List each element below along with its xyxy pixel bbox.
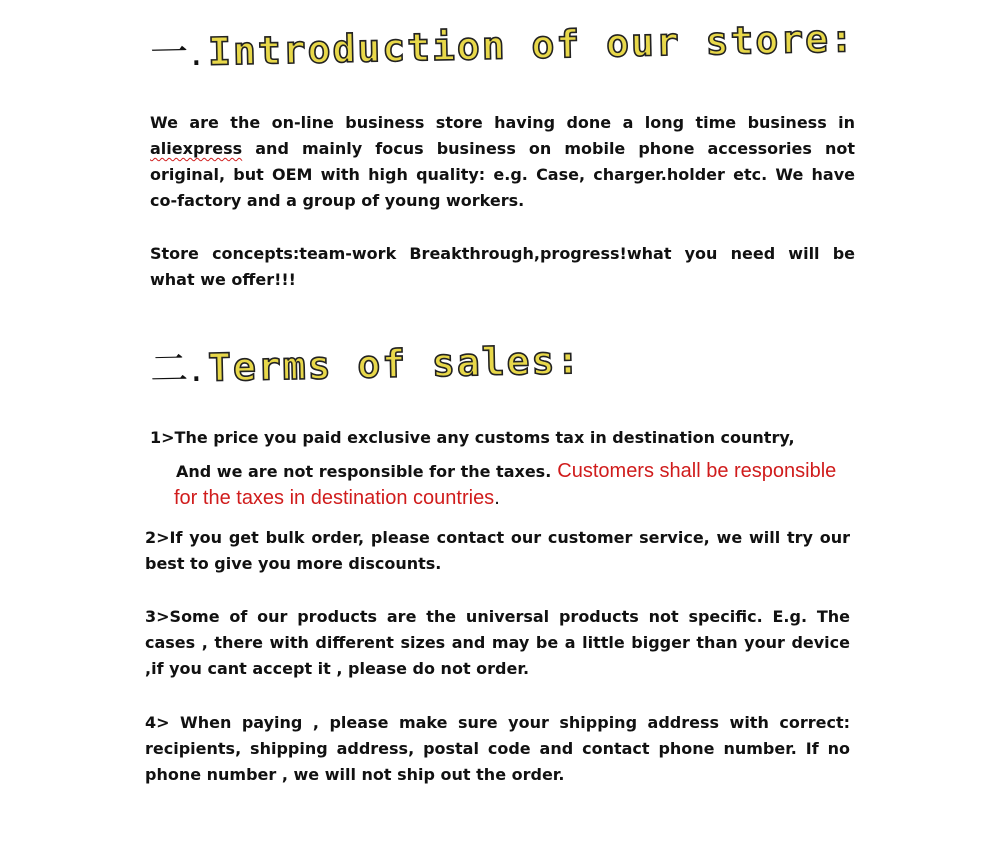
term-1-line-3 (174, 485, 854, 511)
heading-numeral-two: 二. (149, 345, 205, 391)
intro-paragraph-2: Store concepts:team-work Breakthrough,progress!what you need will be what we offer!!! (150, 244, 855, 289)
term-1-red-note-b: for the taxes in destination countries (174, 487, 495, 509)
heading-introduction (149, 7, 855, 77)
term-1-line-1: 1>The price you paid exclusive any customs tax in destination country, (150, 428, 795, 447)
heading-terms-of-sales (149, 329, 581, 393)
term-2: 2>If you get bulk order, please contact our customer service, we will try our best to give you more discounts. (145, 528, 850, 573)
spellcheck-word: aliexpress (150, 139, 243, 158)
term-1-not-responsible: And we are not responsible for the taxes. (176, 462, 552, 481)
heading-terms-text: Terms of sales: (207, 337, 582, 390)
heading-introduction-text: Introduction of our store: (207, 16, 856, 74)
intro-p1-before: We are the on-line business store having done a long time business in (150, 113, 855, 132)
heading-numeral-one: 一. (149, 29, 205, 75)
term-1-line-2 (176, 458, 856, 485)
intro-p1-after: and mainly focus business on mobile phone accessories not original, but OEM with high quality: e.g. Case, charger.holder etc. We have co-factory and a group of young workers. (150, 139, 855, 210)
term-3: 3>Some of our products are the universal products not specific. E.g. The cases , there with different sizes and may be a little bigger than your device ,if you cant accept it , please do not order. (145, 607, 850, 678)
term-4: 4> When paying , please make sure your shipping address with correct: recipients, shipping address, postal code and contact phone number. If no phone number , we will not ship out the order. (145, 713, 850, 784)
term-1-red-note-end: . (494, 487, 500, 509)
intro-paragraph-1 (150, 110, 855, 214)
term-1-red-note-a: Customers shall be responsible (557, 460, 837, 482)
